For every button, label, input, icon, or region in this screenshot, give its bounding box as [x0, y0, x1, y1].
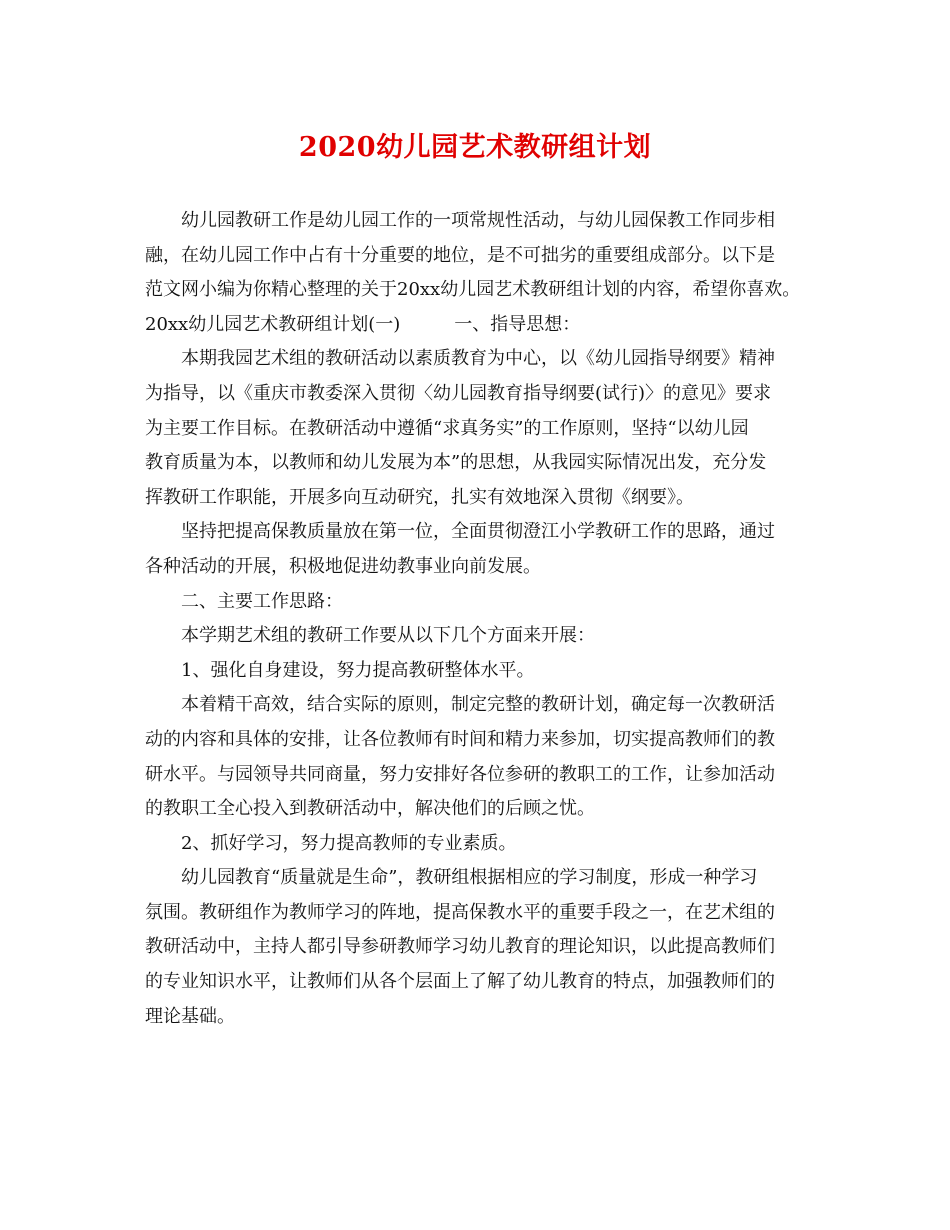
text-line: 范文网小编为你精心整理的关于20xx幼儿园艺术教研组计划的内容，希望你喜欢。 — [145, 279, 801, 301]
text-line: 为主要工作目标。在教研活动中遵循“求真务实”的工作原则，坚持“以幼儿园 — [145, 417, 749, 439]
text-line: 坚持把提高保教质量放在第一位，全面贯彻澄江小学教研工作的思路，通过 — [145, 521, 775, 543]
text-line: 教育质量为本，以教师和幼儿发展为本”的思想，从我园实际情况出发，充分发 — [145, 452, 767, 474]
text-line: 本学期艺术组的教研工作要从以下几个方面来开展： — [145, 625, 595, 647]
text-line: 的专业知识水平，让教师们从各个层面上了解了幼儿教育的特点，加强教师们的 — [145, 971, 775, 993]
text-line: 动的内容和具体的安排，让各位教师有时间和精力来参加，切实提高教师们的教 — [145, 728, 775, 750]
text-line: 本期我园艺术组的教研活动以素质教育为中心，以《幼儿园指导纲要》精神 — [145, 348, 775, 370]
text-line: 2、抓好学习，努力提高教师的专业素质。 — [145, 832, 517, 854]
text-line: 研水平。与园领导共同商量，努力安排好各位参研的教职工的工作，让参加活动 — [145, 763, 775, 785]
text-line: 为指导，以《重庆市教委深入贯彻〈幼儿园教育指导纲要(试行)〉的意见》要求 — [145, 382, 772, 404]
text-line: 幼儿园教研工作是幼儿园工作的一项常规性活动，与幼儿园保教工作同步相 — [145, 210, 775, 231]
text-line: 挥教研工作职能，开展多向互动研究，扎实有效地深入贯彻《纲要》。 — [145, 486, 694, 508]
text-line: 本着精干高效，结合实际的原则，制定完整的教研计划，确定每一次教研活 — [145, 694, 775, 716]
document-title: 2020幼儿园艺术教研组计划 — [298, 132, 652, 163]
text-line: 各种活动的开展，积极地促进幼教事业向前发展。 — [145, 555, 541, 577]
document-body — [145, 204, 813, 1034]
text-line: 教研活动中，主持人都引导参研教师学习幼儿教育的理论知识，以此提高教师们 — [145, 936, 775, 958]
text-line: 氛围。教研组作为教师学习的阵地，提高保教水平的重要手段之一，在艺术组的 — [145, 901, 775, 923]
text-line: 的教职工全心投入到教研活动中，解决他们的后顾之忧。 — [145, 798, 595, 820]
text-line: 融，在幼儿园工作中占有十分重要的地位，是不可拙劣的重要组成部分。以下是 — [145, 244, 775, 266]
text-line: 20xx幼儿园艺术教研组计划(一) 一、指导思想： — [145, 313, 581, 335]
text-line: 理论基础。 — [145, 1005, 235, 1027]
text-line: 二、主要工作思路： — [145, 590, 343, 612]
text-line: 幼儿园教育“质量就是生命”，教研组根据相应的学习制度，形成一种学习 — [145, 867, 758, 889]
text-line: 1、强化自身建设，努力提高教研整体水平。 — [145, 659, 535, 681]
